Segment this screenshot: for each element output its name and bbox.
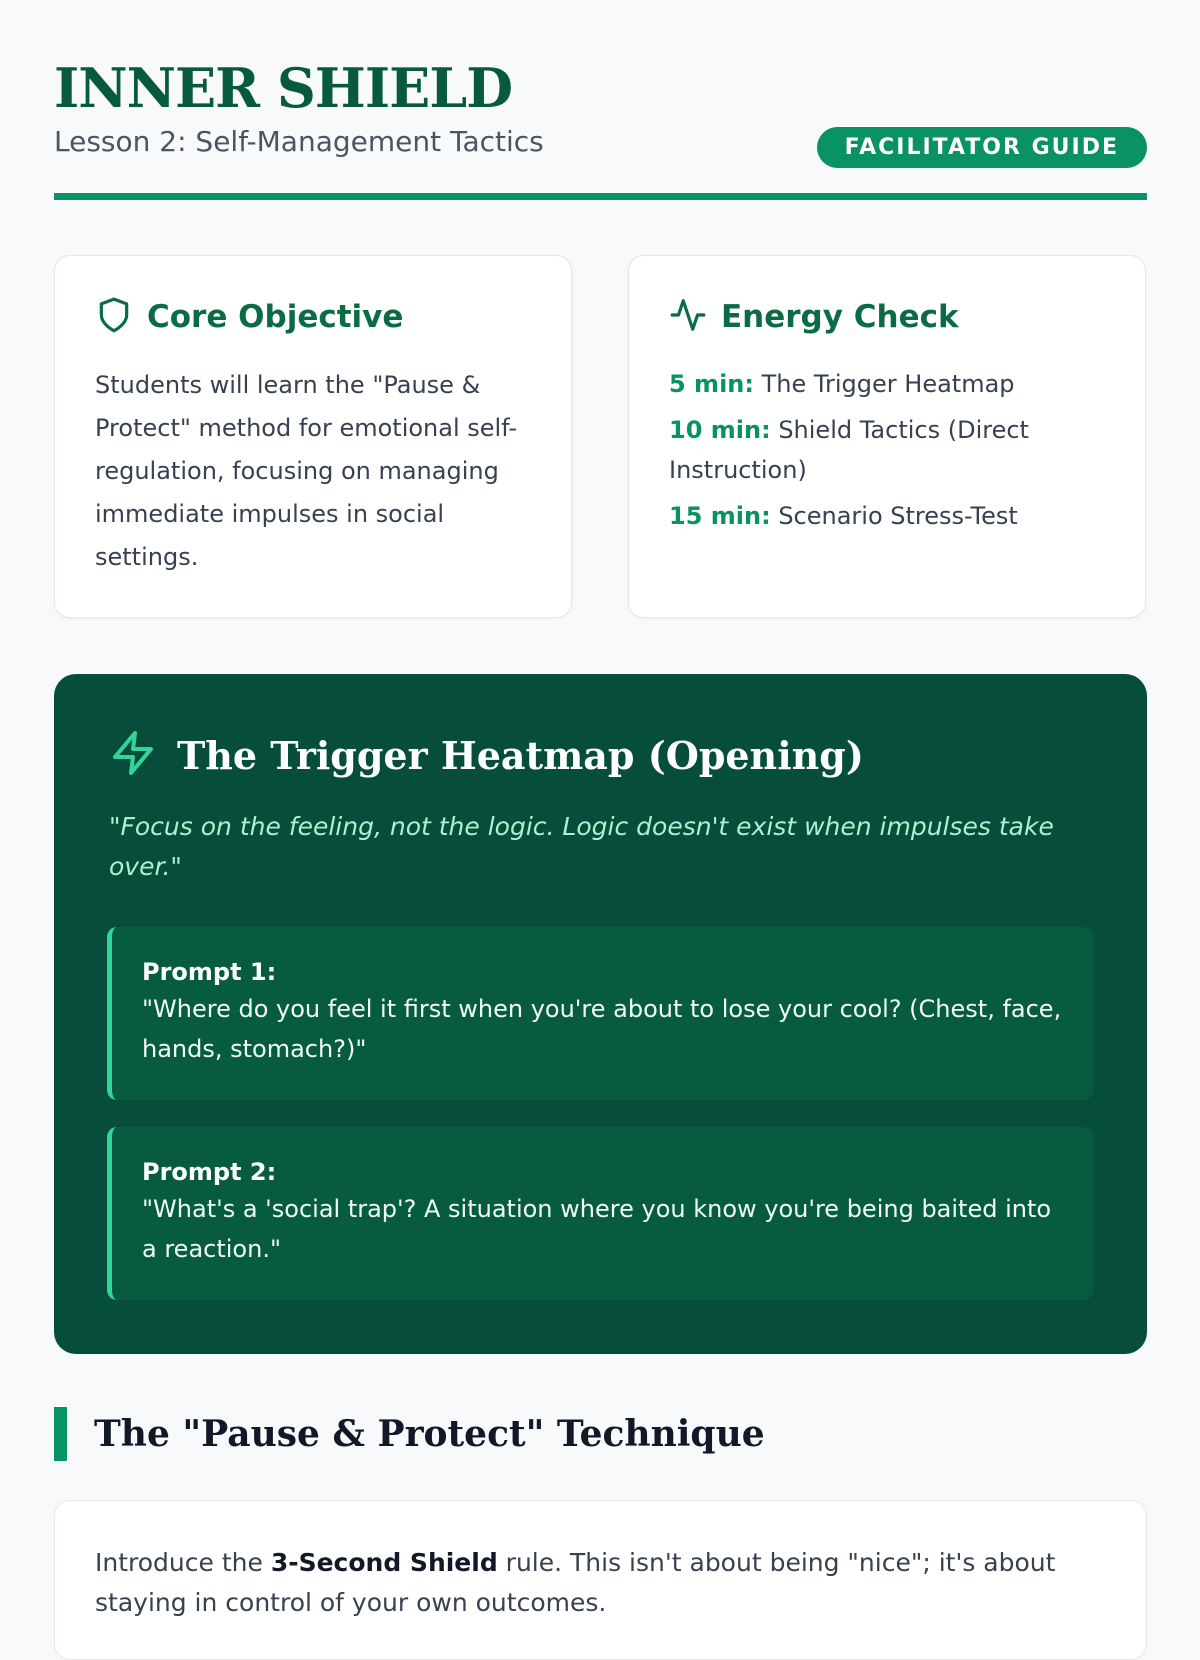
agenda-item (669, 364, 1109, 404)
agenda-time: 15 min: (669, 502, 771, 530)
lightning-icon (109, 727, 157, 783)
prompt-card-1 (107, 927, 1093, 1100)
lesson-subtitle: Lesson 2: Self-Management Tactics (54, 125, 544, 158)
agenda-item (669, 496, 1109, 536)
trigger-heatmap-section (54, 674, 1147, 1354)
energy-check-title: Energy Check (721, 299, 959, 335)
pulse-icon (669, 296, 707, 338)
agenda-item (669, 410, 1109, 490)
agenda-label: Scenario Stress-Test (778, 502, 1018, 530)
technique-section-header (54, 1407, 765, 1461)
agenda-list (669, 364, 1109, 542)
technique-card (54, 1500, 1147, 1660)
technique-intro-start: Introduce the (95, 1548, 271, 1577)
agenda-label: Shield Tactics (Direct Instruction) (669, 416, 1029, 484)
agenda-time: 10 min: (669, 416, 771, 444)
header-divider (54, 193, 1147, 200)
energy-check-card (628, 255, 1146, 618)
page-title: INNER SHIELD (54, 56, 513, 120)
energy-check-header (669, 296, 959, 338)
prompt-label: Prompt 2: (142, 1158, 277, 1186)
prompt-card-2 (107, 1127, 1093, 1300)
prompt-label: Prompt 1: (142, 958, 277, 986)
core-objective-header (95, 296, 403, 338)
shield-icon (95, 296, 133, 338)
core-objective-card (54, 255, 572, 618)
trigger-heatmap-title: The Trigger Heatmap (Opening) (177, 732, 864, 778)
core-objective-title: Core Objective (147, 299, 404, 335)
section-accent-bar (54, 1407, 67, 1461)
lesson-page (54, 0, 1147, 1617)
facilitator-guide-badge: FACILITATOR GUIDE (817, 127, 1147, 168)
three-second-shield-term: 3-Second Shield (270, 1548, 498, 1577)
core-objective-text: Students will learn the "Pause & Protect" method for emotional self-regulation, focusing on managing immediate impulses in social settings. (95, 371, 518, 571)
prompt-text: "Where do you feel it first when you're about to lose your cool? (Chest, face, hands, stomach?)" (142, 995, 1062, 1063)
trigger-heatmap-header (109, 727, 864, 783)
prompt-text: "What's a 'social trap'? A situation where you know you're being baited into a reaction." (142, 1195, 1052, 1263)
page-header (54, 0, 1147, 200)
agenda-time: 5 min: (669, 370, 754, 398)
agenda-label: The Trigger Heatmap (761, 370, 1015, 398)
technique-intro-end: rule. This isn't about being "nice"; it's about staying in control of your own outcomes. (95, 1548, 1056, 1617)
facilitator-quote: "Focus on the feeling, not the logic. Logic doesn't exist when impulses take over." (109, 812, 1054, 881)
technique-intro (95, 1543, 1095, 1623)
technique-title: The "Pause & Protect" Technique (94, 1413, 765, 1455)
